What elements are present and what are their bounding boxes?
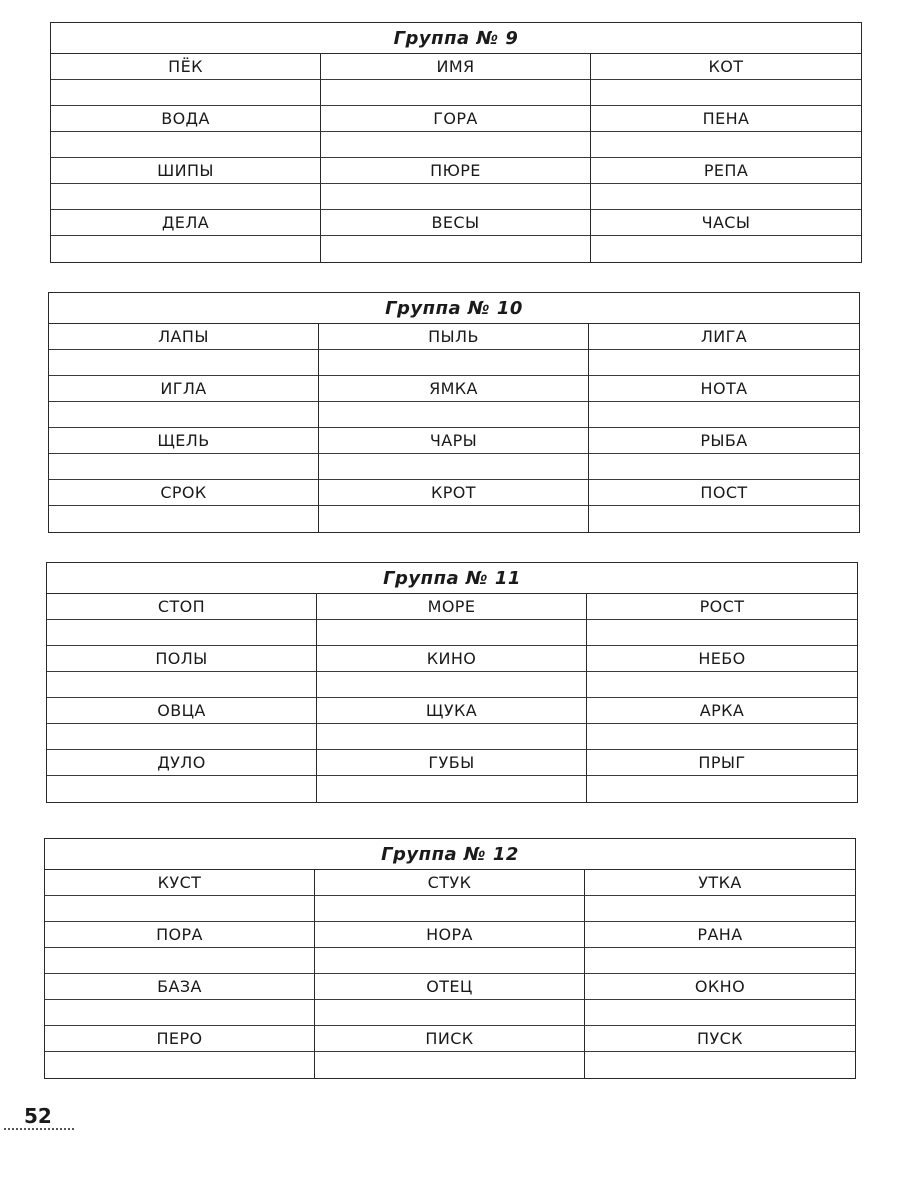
answer-cell[interactable] [591,184,861,210]
page-number-underline [4,1128,74,1130]
answer-cell[interactable] [591,132,861,158]
answer-cell[interactable] [317,776,587,802]
answer-cell[interactable] [585,1000,855,1026]
answer-cell[interactable] [47,724,317,750]
answer-cell[interactable] [321,236,591,262]
answer-cell[interactable] [49,506,319,532]
word-grid [51,54,861,262]
answer-cell[interactable] [45,948,315,974]
answer-cell[interactable] [587,620,857,646]
answer-cell[interactable] [51,184,321,210]
word-cell: ПОЛЫ [47,646,317,672]
word-group-table [50,22,862,263]
word-cell: ОКНО [585,974,855,1000]
word-cell: СРОК [49,480,319,506]
answer-cell[interactable] [51,236,321,262]
answer-cell[interactable] [585,948,855,974]
answer-cell[interactable] [45,1000,315,1026]
word-cell: НЕБО [587,646,857,672]
word-cell: ПЕРО [45,1026,315,1052]
answer-cell[interactable] [45,896,315,922]
answer-cell[interactable] [587,672,857,698]
word-cell: ЛИГА [589,324,859,350]
answer-cell[interactable] [317,620,587,646]
word-cell: ИМЯ [321,54,591,80]
answer-cell[interactable] [47,672,317,698]
word-grid [47,594,857,802]
word-cell: ГУБЫ [317,750,587,776]
word-cell: ЯМКА [319,376,589,402]
group-title: Группа № 11 [47,563,857,594]
word-cell: СТУК [315,870,585,896]
word-cell: ДУЛО [47,750,317,776]
word-grid [45,870,855,1078]
answer-cell[interactable] [587,724,857,750]
answer-cell[interactable] [591,236,861,262]
answer-cell[interactable] [589,402,859,428]
word-cell: ПЁК [51,54,321,80]
answer-cell[interactable] [49,454,319,480]
answer-cell[interactable] [47,620,317,646]
word-cell: ВОДА [51,106,321,132]
word-group-table [46,562,858,803]
word-cell: ЛАПЫ [49,324,319,350]
word-cell: АРКА [587,698,857,724]
word-cell: РЕПА [591,158,861,184]
word-cell: КИНО [317,646,587,672]
word-cell: ОТЕЦ [315,974,585,1000]
word-cell: РАНА [585,922,855,948]
answer-cell[interactable] [319,402,589,428]
answer-cell[interactable] [49,402,319,428]
word-cell: ПУСК [585,1026,855,1052]
word-cell: ЧАСЫ [591,210,861,236]
word-cell: ГОРА [321,106,591,132]
word-cell: ПЫЛЬ [319,324,589,350]
answer-cell[interactable] [321,80,591,106]
word-cell: ДЕЛА [51,210,321,236]
answer-cell[interactable] [47,776,317,802]
word-cell: КРОТ [319,480,589,506]
word-cell: РЫБА [589,428,859,454]
word-group-table [44,838,856,1079]
answer-cell[interactable] [589,350,859,376]
word-cell: ПОСТ [589,480,859,506]
group-title: Группа № 9 [51,23,861,54]
word-cell: ПОРА [45,922,315,948]
answer-cell[interactable] [319,506,589,532]
word-grid [49,324,859,532]
word-cell: ЩУКА [317,698,587,724]
answer-cell[interactable] [317,672,587,698]
word-cell: НОТА [589,376,859,402]
answer-cell[interactable] [587,776,857,802]
word-cell: РОСТ [587,594,857,620]
answer-cell[interactable] [321,132,591,158]
answer-cell[interactable] [319,454,589,480]
answer-cell[interactable] [321,184,591,210]
word-cell: БАЗА [45,974,315,1000]
answer-cell[interactable] [585,1052,855,1078]
answer-cell[interactable] [585,896,855,922]
word-cell: ЩЕЛЬ [49,428,319,454]
answer-cell[interactable] [319,350,589,376]
word-cell: ОВЦА [47,698,317,724]
answer-cell[interactable] [315,896,585,922]
answer-cell[interactable] [51,80,321,106]
word-cell: ВЕСЫ [321,210,591,236]
word-cell: КУСТ [45,870,315,896]
answer-cell[interactable] [589,454,859,480]
word-cell: ПИСК [315,1026,585,1052]
word-cell: НОРА [315,922,585,948]
word-cell: СТОП [47,594,317,620]
answer-cell[interactable] [589,506,859,532]
answer-cell[interactable] [315,1000,585,1026]
word-cell: ШИПЫ [51,158,321,184]
answer-cell[interactable] [315,1052,585,1078]
answer-cell[interactable] [51,132,321,158]
answer-cell[interactable] [317,724,587,750]
word-cell: ИГЛА [49,376,319,402]
word-cell: УТКА [585,870,855,896]
word-group-table [48,292,860,533]
word-cell: ПРЫГ [587,750,857,776]
word-cell: ПЕНА [591,106,861,132]
answer-cell[interactable] [45,1052,315,1078]
word-cell: КОТ [591,54,861,80]
group-title: Группа № 10 [49,293,859,324]
answer-cell[interactable] [315,948,585,974]
answer-cell[interactable] [591,80,861,106]
word-cell: ЧАРЫ [319,428,589,454]
word-cell: ПЮРЕ [321,158,591,184]
answer-cell[interactable] [49,350,319,376]
word-cell: МОРЕ [317,594,587,620]
group-title: Группа № 12 [45,839,855,870]
page-number: 52 [24,1104,52,1128]
